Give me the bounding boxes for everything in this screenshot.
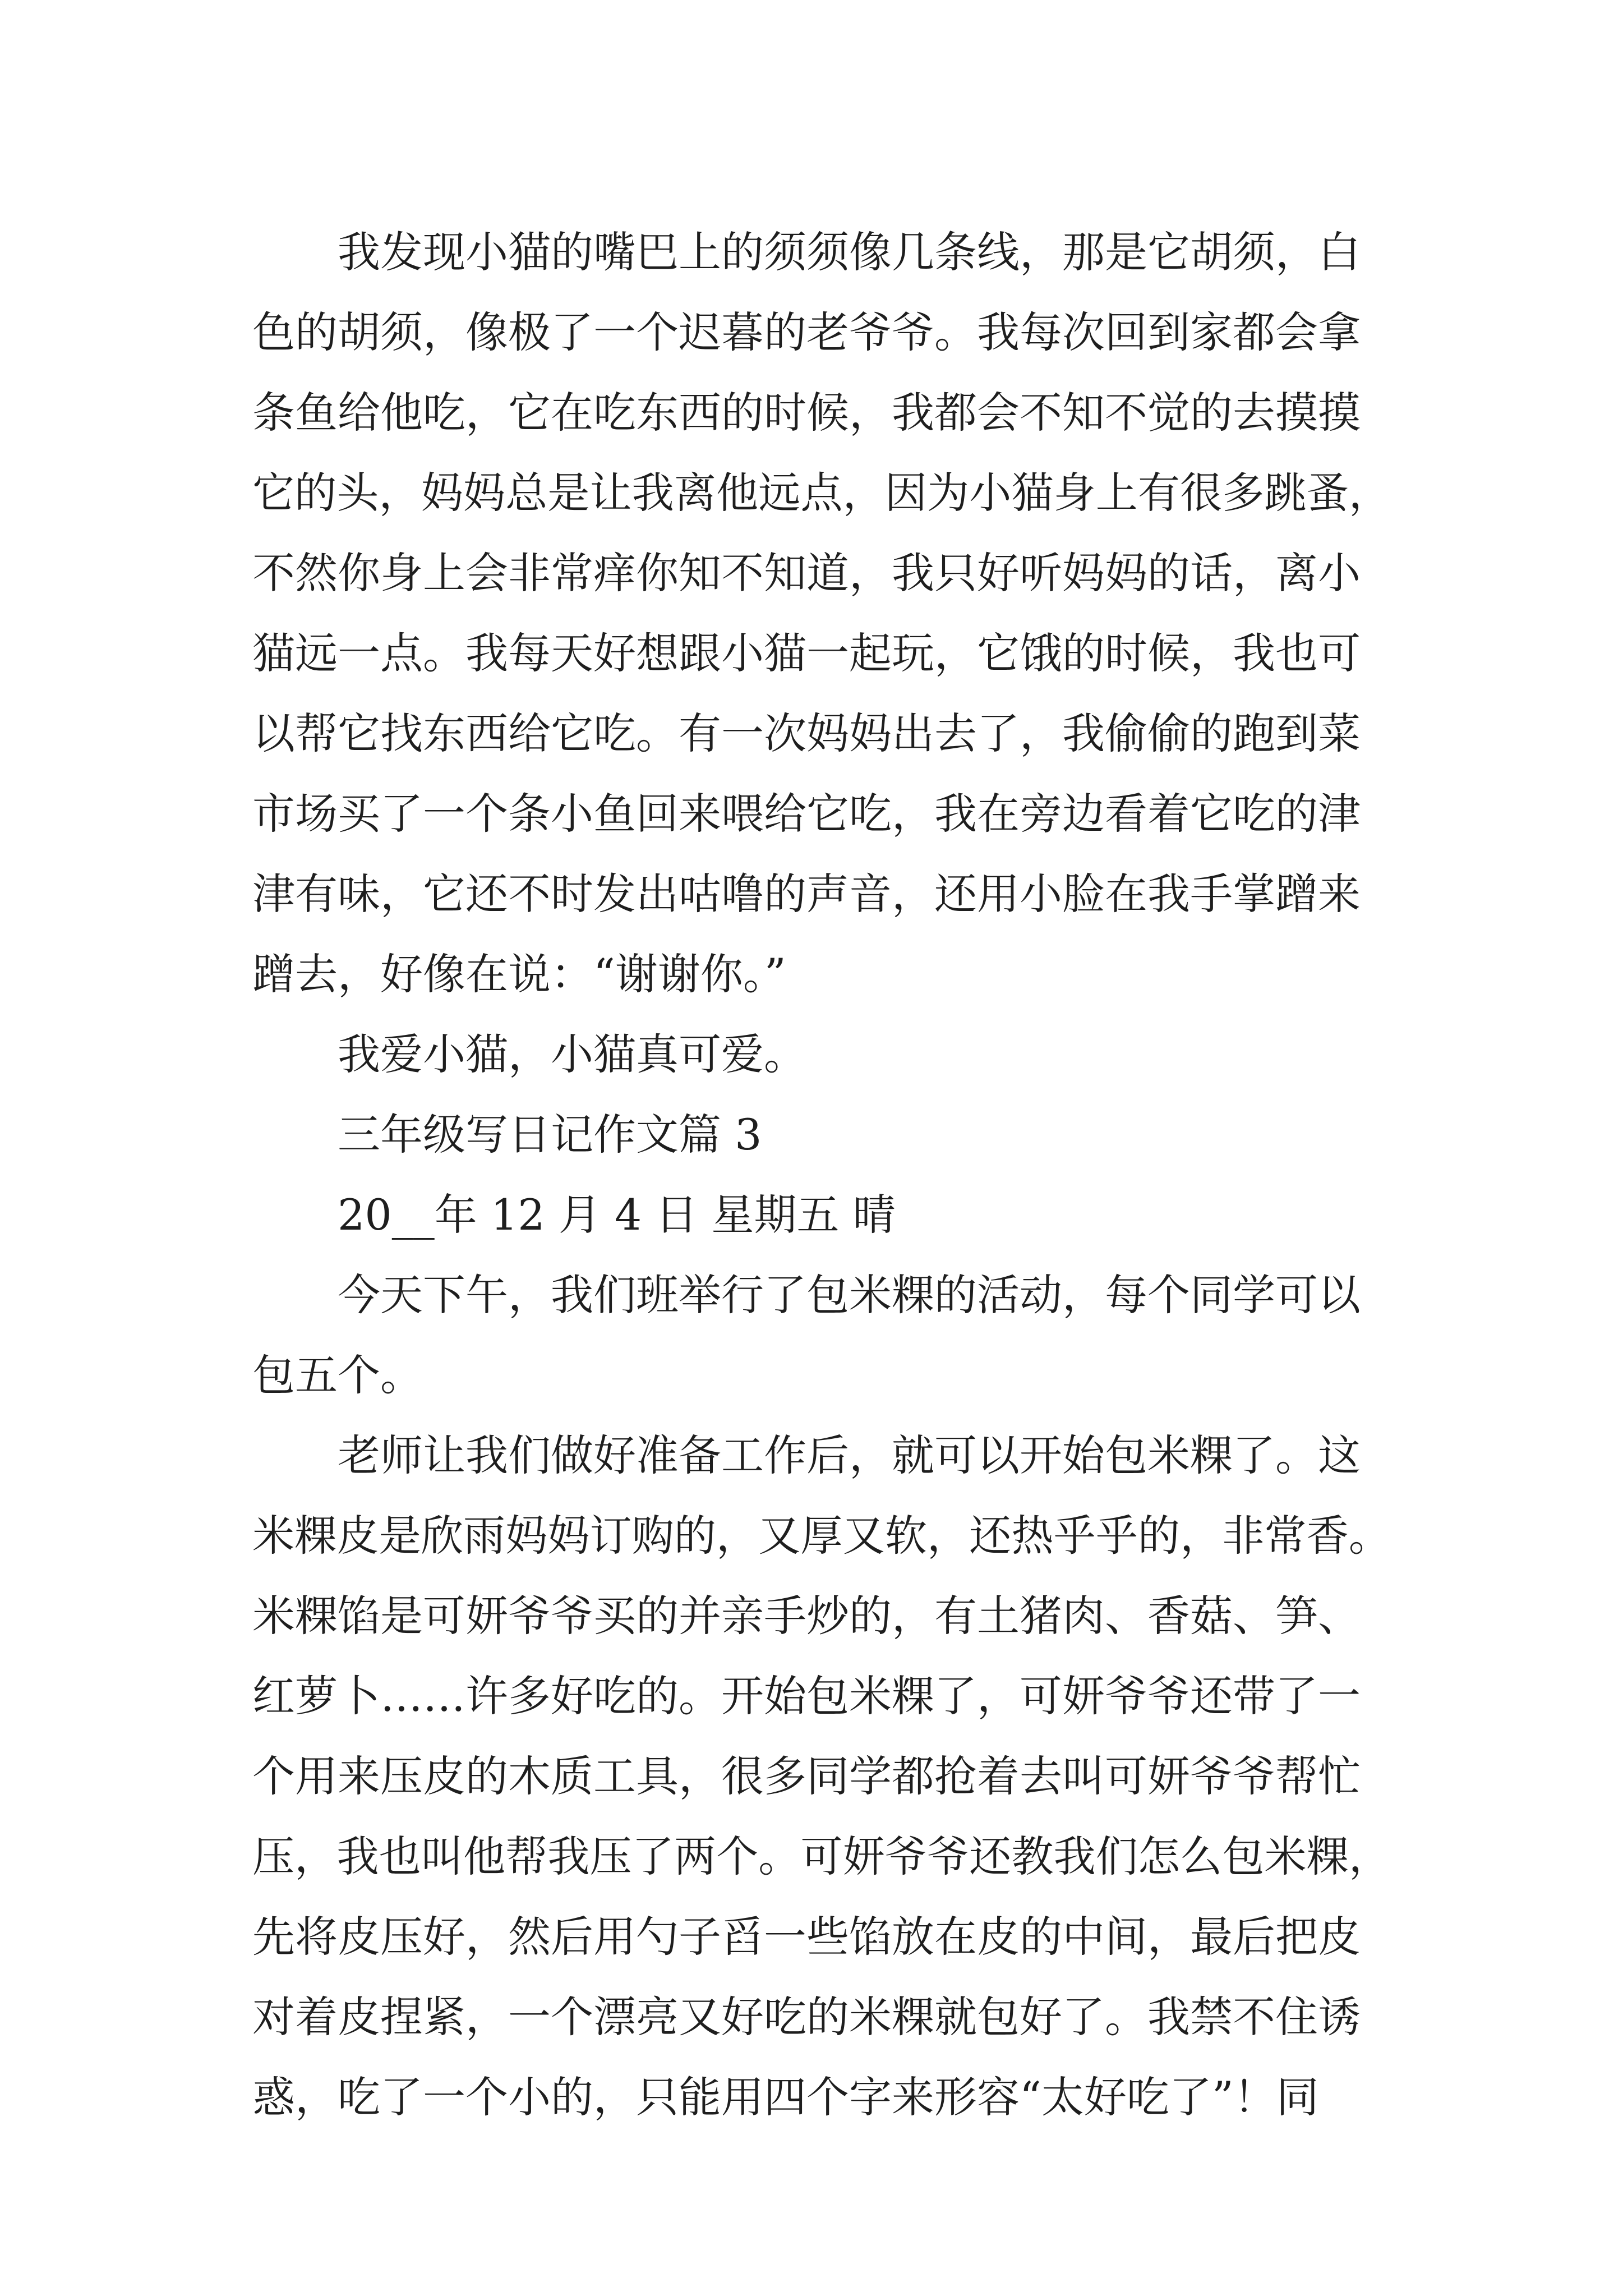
text-line: 猫远一点。我每天好想跟小猫一起玩，它饿的时候，我也可 [252,628,1361,678]
text-line: 米粿皮是欣雨妈妈订购的，又厚又软，还热乎乎的，非常香。 [252,1511,1391,1561]
text-line: 红萝卜……许多好吃的。开始包米粿了，可妍爷爷还带了一 [252,1671,1361,1721]
text-line: 色的胡须，像极了一个迟暮的老爷爷。我每次回到家都会拿 [252,307,1361,357]
text-line: 三年级写日记作文篇 3 [338,1110,762,1159]
text-line: 压，我也叫他帮我压了两个。可妍爷爷还教我们怎么包米粿， [252,1832,1391,1881]
text-line: 对着皮捏紧，一个漂亮又好吃的米粿就包好了。我禁不住诱 [252,1992,1361,2042]
text-line: 蹭去，好像在说：“谢谢你。” [252,949,786,999]
text-line: 今天下午，我们班举行了包米粿的活动，每个同学可以 [338,1270,1361,1320]
text-line: 个用来压皮的木质工具，很多同学都抢着去叫可妍爷爷帮忙 [252,1751,1361,1801]
text-line: 我发现小猫的嘴巴上的须须像几条线，那是它胡须，白 [338,227,1361,277]
text-line: 以帮它找东西给它吃。有一次妈妈出去了，我偷偷的跑到菜 [252,708,1361,758]
text-line: 它的头，妈妈总是让我离他远点，因为小猫身上有很多跳蚤， [252,468,1391,518]
text-line: 我爱小猫，小猫真可爱。 [338,1029,806,1079]
text-line: 惑，吃了一个小的，只能用四个字来形容“太好吃了”！同 [252,2072,1319,2122]
text-line: 20__年 12 月 4 日 星期五 晴 [338,1190,896,1240]
text-line: 包五个。 [252,1350,423,1400]
text-line: 津有味，它还不时发出咕噜的声音，还用小脸在我手掌蹭来 [252,869,1361,919]
text-line: 市场买了一个条小鱼回来喂给它吃，我在旁边看着它吃的津 [252,789,1361,839]
text-line: 老师让我们做好准备工作后，就可以开始包米粿了。这 [338,1430,1361,1480]
text-line: 不然你身上会非常痒你知不知道，我只好听妈妈的话，离小 [252,548,1361,598]
text-line: 米粿馅是可妍爷爷买的并亲手炒的，有土猪肉、香菇、笋、 [252,1591,1361,1641]
text-line: 条鱼给他吃，它在吃东西的时候，我都会不知不觉的去摸摸 [252,388,1361,438]
text-line: 先将皮压好，然后用勺子舀一些馅放在皮的中间，最后把皮 [252,1912,1361,1962]
body-text [252,212,1391,2137]
